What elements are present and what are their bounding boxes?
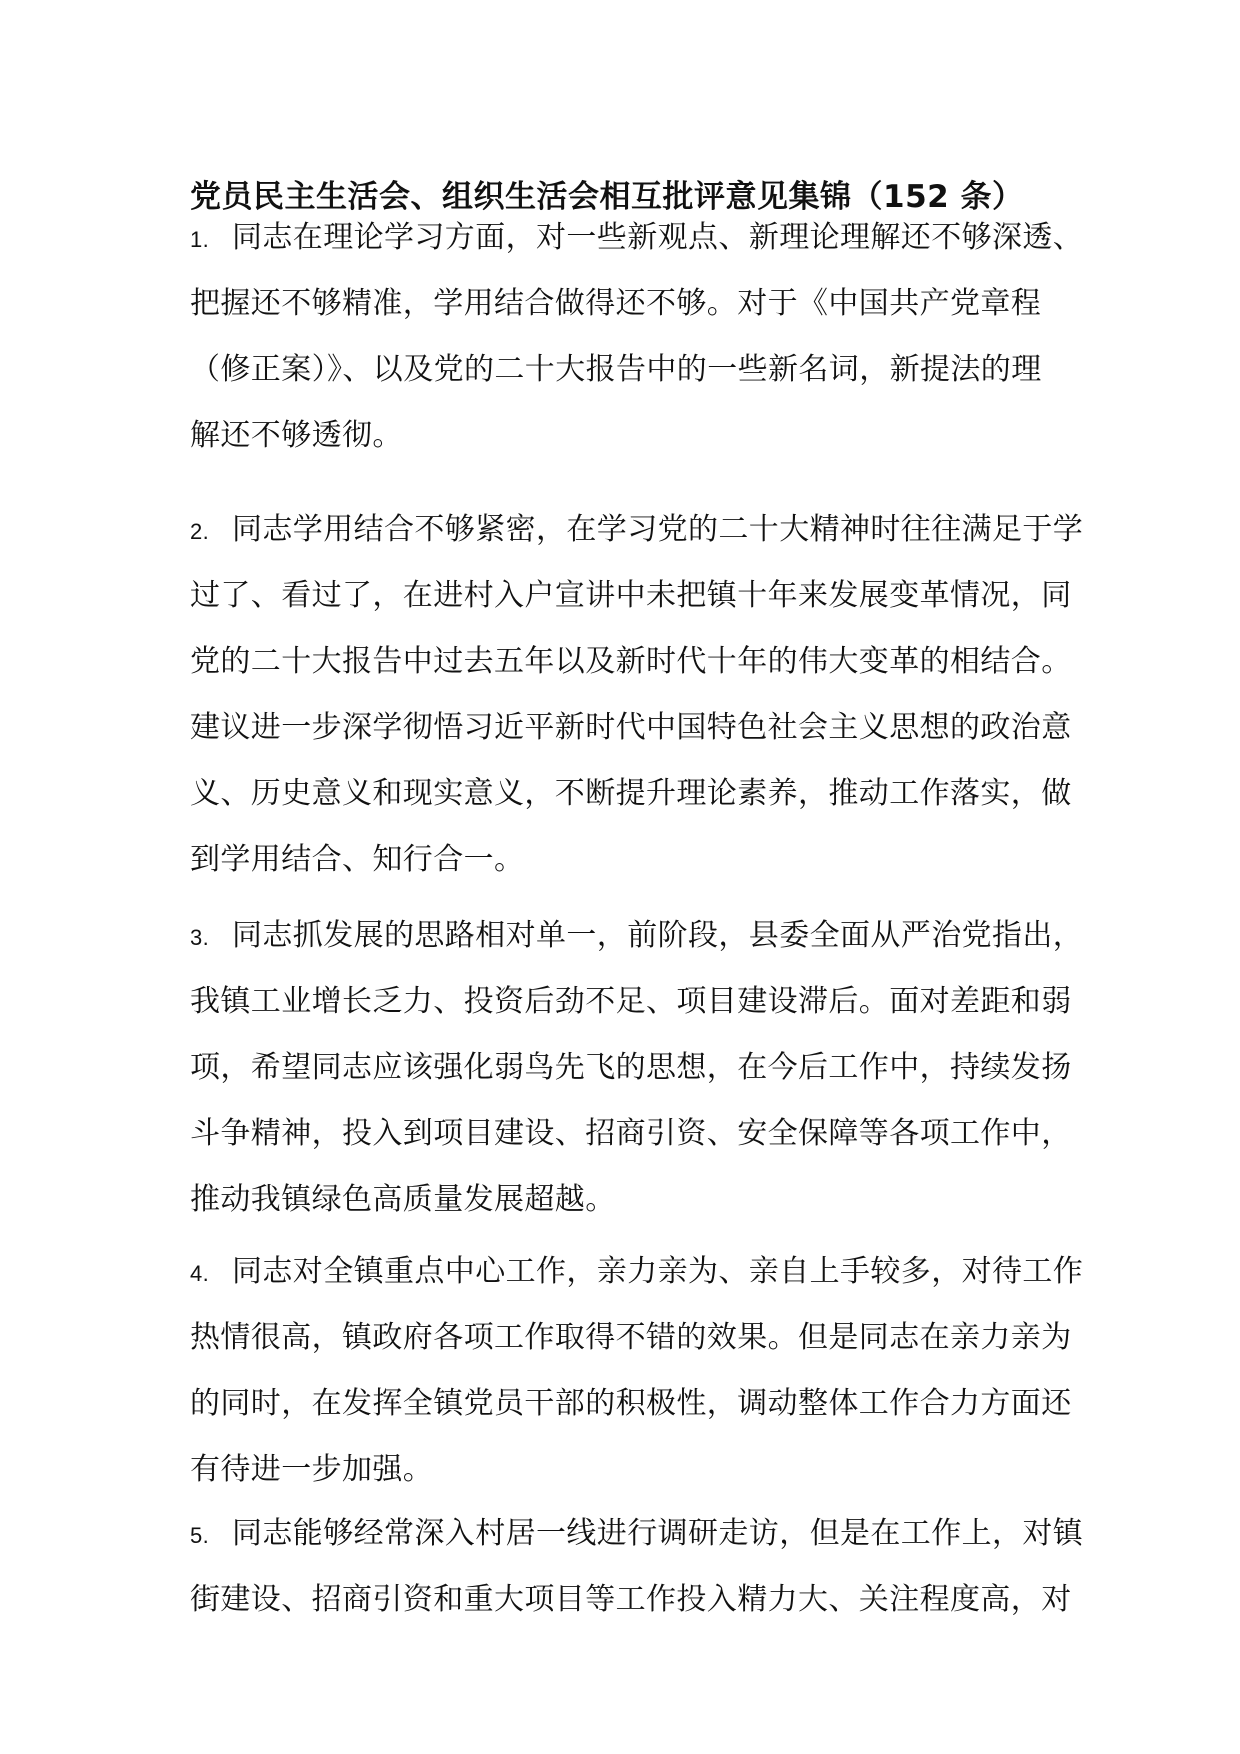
- item-line: 热情很高，镇政府各项工作取得不错的效果。但是同志在亲力亲为: [190, 1320, 1072, 1355]
- item-line: 街建设、招商引资和重大项目等工作投入精力大、关注程度高，对: [190, 1582, 1072, 1617]
- item-text: 同志抓发展的思路相对单一，前阶段，县委全面从严治党指出，: [232, 918, 1084, 953]
- item-text: 同志对全镇重点中心工作，亲力亲为、亲自上手较多，对待工作: [232, 1254, 1084, 1289]
- item-text: 同志在理论学习方面，对一些新观点、新理论理解还不够深透、: [232, 220, 1084, 255]
- item-line: 把握还不够精准，学用结合做得还不够。对于《中国共产党章程: [190, 286, 1042, 321]
- item-line: 推动我镇绿色高质量发展超越。: [190, 1182, 616, 1217]
- item-line: 有待进一步加强。: [190, 1452, 434, 1487]
- item-line: 项，希望同志应该强化弱鸟先飞的思想，在今后工作中，持续发扬: [190, 1050, 1072, 1085]
- item-line: [190, 1239, 1084, 1305]
- item-line: （修正案）》、以及党的二十大报告中的一些新名词，新提法的理: [190, 352, 1042, 387]
- item-number: 5.: [190, 1523, 210, 1548]
- item-line: 建议进一步深学彻悟习近平新时代中国特色社会主义思想的政治意: [190, 710, 1072, 745]
- critique-item-5: [190, 1501, 1084, 1633]
- critique-item-3: [190, 903, 1084, 1233]
- item-text: 同志能够经常深入村居一线进行调研走访，但是在工作上，对镇: [232, 1516, 1084, 1551]
- item-line: 解还不够透彻。: [190, 418, 403, 453]
- document-title: 党员民主生活会、组织生活会相互批评意见集锦（152 条）: [190, 179, 1024, 215]
- item-line: 我镇工业增长乏力、投资后劲不足、项目建设滞后。面对差距和弱: [190, 984, 1072, 1019]
- item-line: 义、历史意义和现实意义，不断提升理论素养，推动工作落实，做: [190, 776, 1072, 811]
- item-line: [190, 205, 1084, 271]
- item-line: [190, 1501, 1084, 1567]
- critique-item-2: [190, 497, 1084, 893]
- critique-item-1: [190, 205, 1084, 469]
- item-number: 4.: [190, 1261, 210, 1286]
- item-number: 2.: [190, 519, 210, 544]
- item-number: 3.: [190, 925, 210, 950]
- item-line: [190, 903, 1084, 969]
- item-text: 同志学用结合不够紧密，在学习党的二十大精神时往往满足于学: [232, 512, 1084, 547]
- item-line: 过了、看过了，在进村入户宣讲中未把镇十年来发展变革情况，同: [190, 578, 1072, 613]
- item-line: 斗争精神，投入到项目建设、招商引资、安全保障等各项工作中，: [190, 1116, 1072, 1151]
- item-number: 1.: [190, 227, 210, 252]
- critique-item-4: [190, 1239, 1084, 1503]
- item-line: [190, 497, 1084, 563]
- item-line: 的同时，在发挥全镇党员干部的积极性，调动整体工作合力方面还: [190, 1386, 1072, 1421]
- item-line: 到学用结合、知行合一。: [190, 842, 525, 877]
- item-line: 党的二十大报告中过去五年以及新时代十年的伟大变革的相结合。: [190, 644, 1072, 679]
